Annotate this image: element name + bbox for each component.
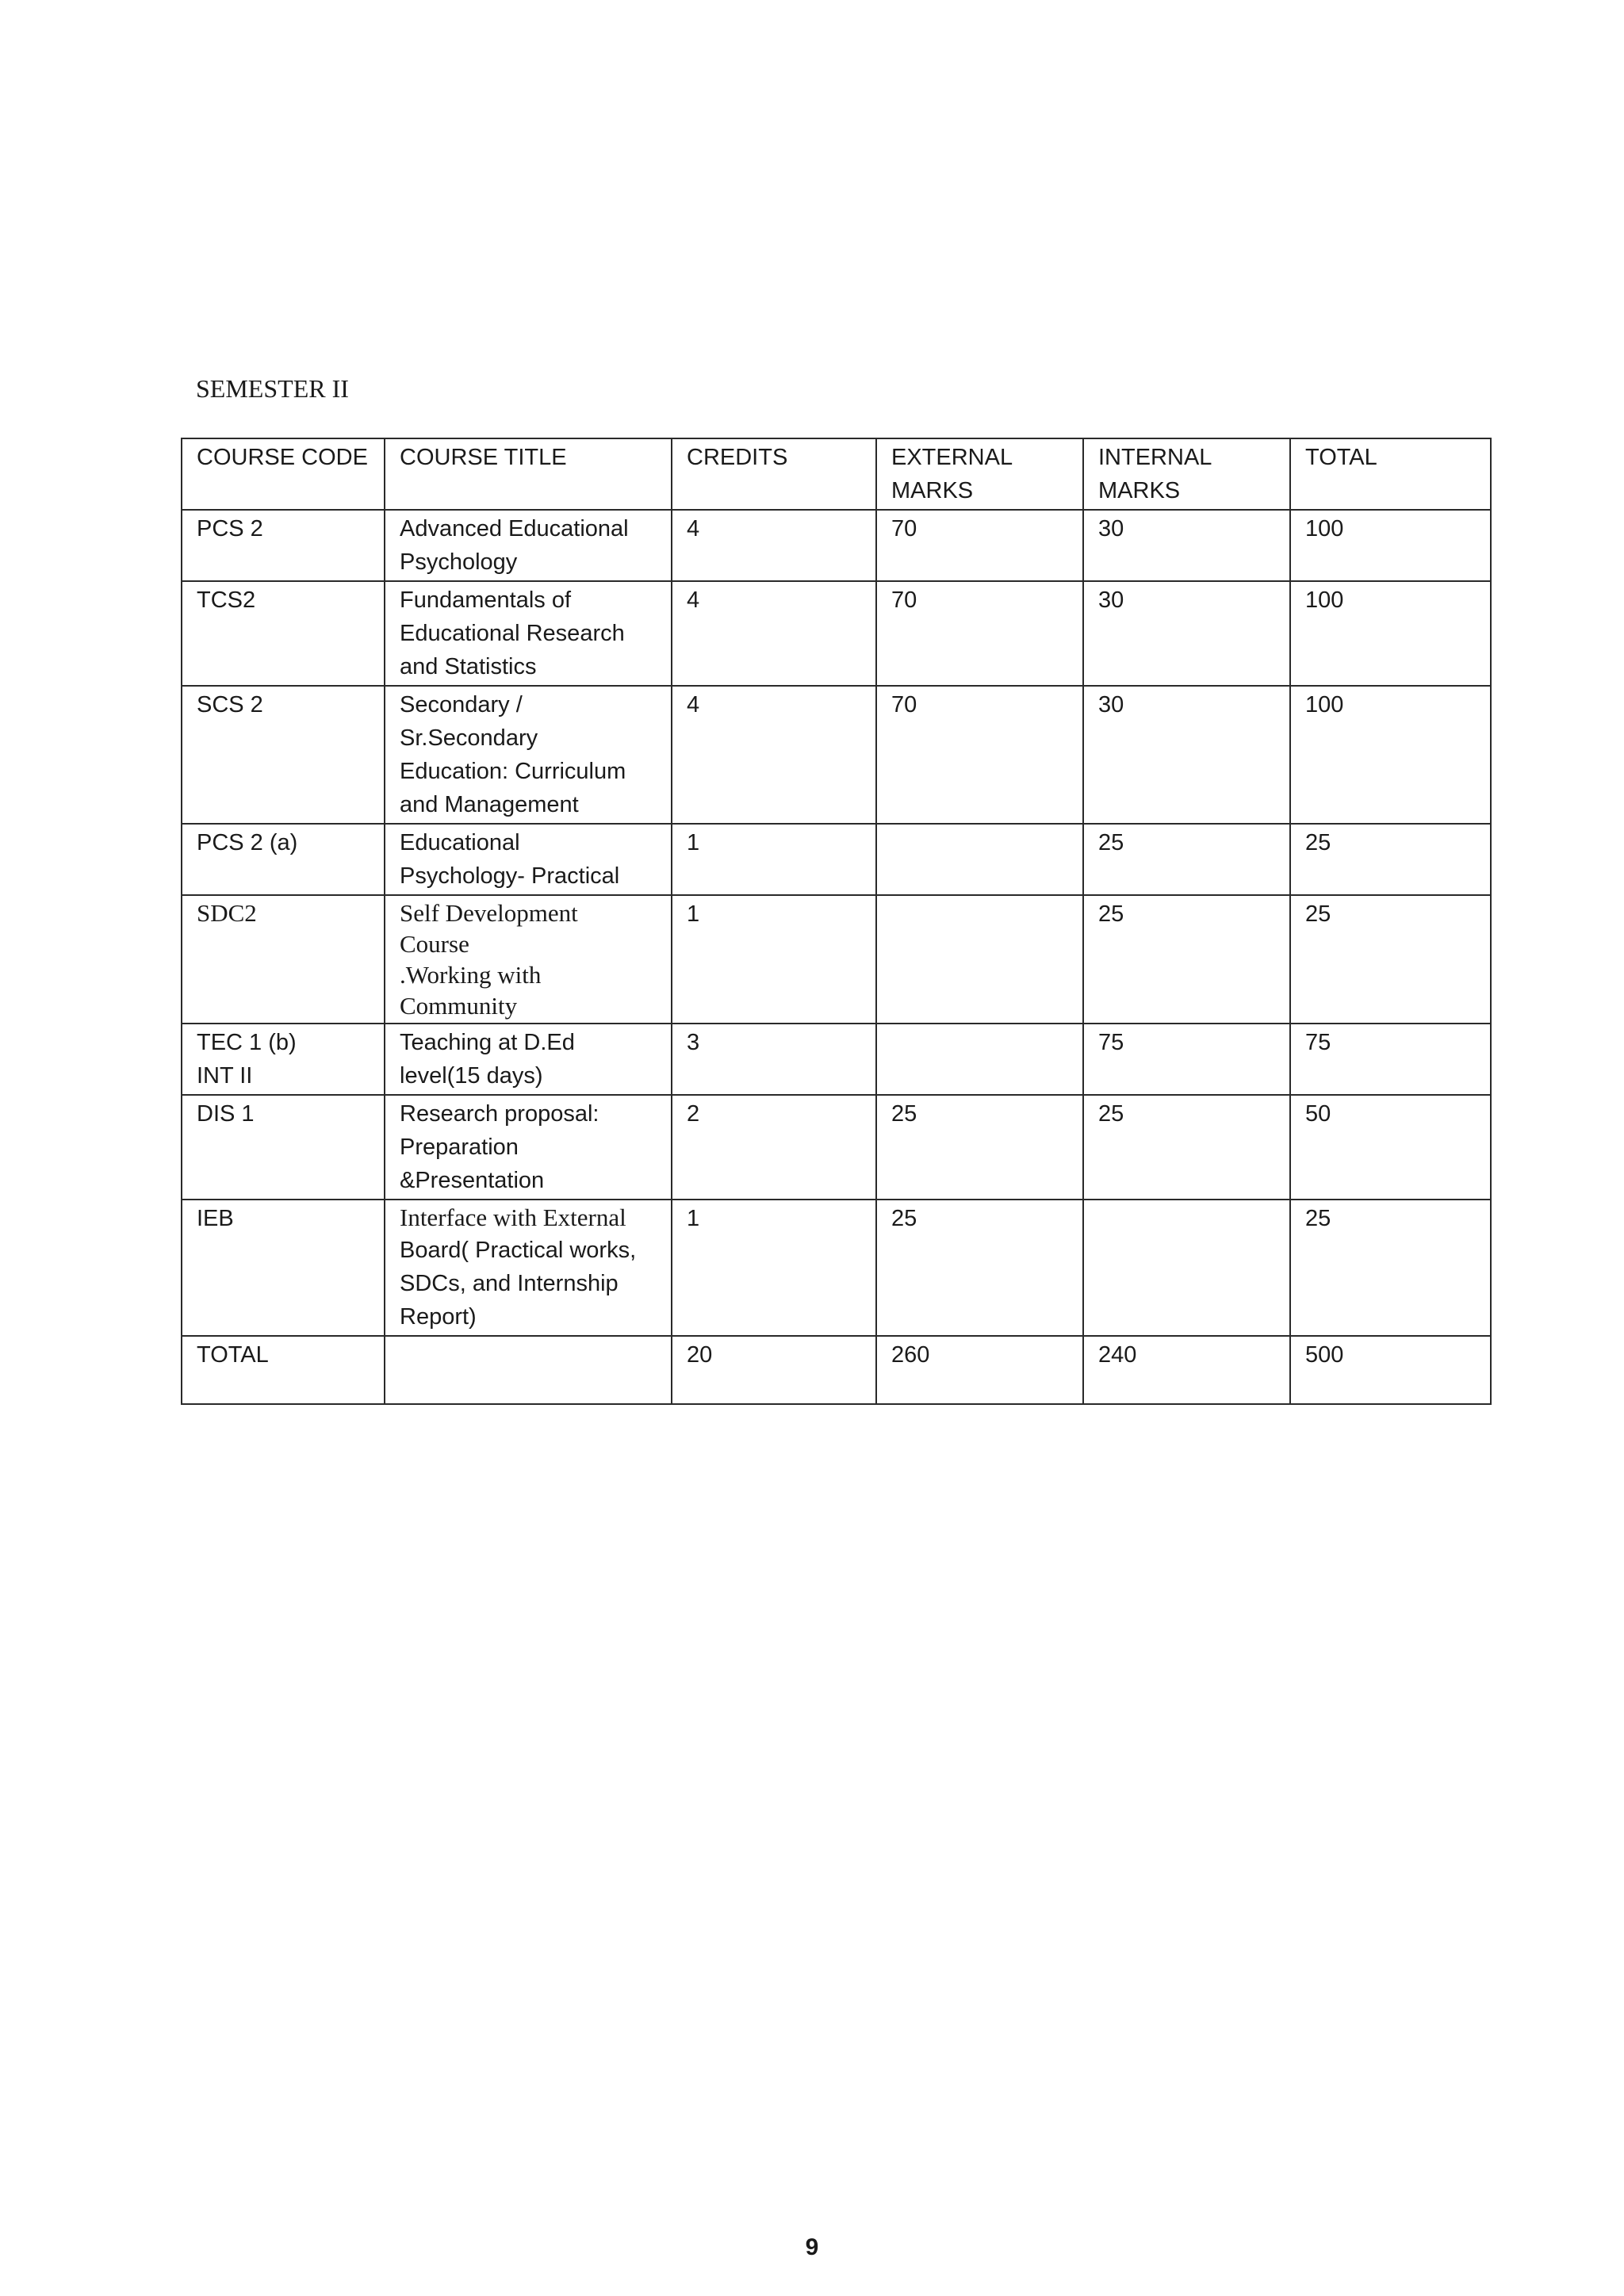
cell-course-title: Advanced Educational Psychology: [385, 510, 672, 581]
cell-internal-marks: 25: [1083, 824, 1290, 895]
cell-course-title: Educational Psychology- Practical: [385, 824, 672, 895]
cell-credits: 20: [672, 1336, 876, 1404]
cell-course-title-rest: Board( Practical works, SDCs, and Internship Report): [400, 1238, 637, 1330]
cell-total: 25: [1290, 895, 1491, 1024]
header-total: TOTAL: [1290, 438, 1491, 510]
cell-external-marks: 70: [876, 686, 1083, 824]
cell-total: 75: [1290, 1024, 1491, 1095]
cell-credits: 1: [672, 1200, 876, 1336]
header-internal-marks: INTERNAL MARKS: [1083, 438, 1290, 510]
cell-credits: 3: [672, 1024, 876, 1095]
cell-course-title: Teaching at D.Ed level(15 days): [385, 1024, 672, 1095]
cell-credits: 1: [672, 824, 876, 895]
cell-internal-marks: 75: [1083, 1024, 1290, 1095]
cell-course-code: TEC 1 (b) INT II: [182, 1024, 385, 1095]
cell-course-title: Research proposal: Preparation &Presentation: [385, 1095, 672, 1200]
table-row: [182, 824, 1491, 895]
cell-external-marks: 260: [876, 1336, 1083, 1404]
cell-internal-marks: 25: [1083, 1095, 1290, 1200]
cell-credits: 4: [672, 510, 876, 581]
table-row: [182, 1024, 1491, 1095]
cell-internal-marks: 30: [1083, 510, 1290, 581]
header-course-code: COURSE CODE: [182, 438, 385, 510]
table-row: [182, 895, 1491, 1024]
cell-credits: 1: [672, 895, 876, 1024]
cell-total: 100: [1290, 686, 1491, 824]
cell-internal-marks: 30: [1083, 686, 1290, 824]
cell-course-code: TOTAL: [182, 1336, 385, 1404]
table-row-total: [182, 1336, 1491, 1404]
cell-internal-marks: 240: [1083, 1336, 1290, 1404]
cell-course-title: Fundamentals of Educational Research and Statistics: [385, 581, 672, 686]
cell-course-code: DIS 1: [182, 1095, 385, 1200]
cell-course-code: TCS2: [182, 581, 385, 686]
table-row: [182, 510, 1491, 581]
cell-credits: 2: [672, 1095, 876, 1200]
cell-course-title: [385, 1336, 672, 1404]
table-row: [182, 1200, 1491, 1336]
cell-internal-marks: 30: [1083, 581, 1290, 686]
cell-course-code: PCS 2 (a): [182, 824, 385, 895]
cell-external-marks: [876, 824, 1083, 895]
table-row: [182, 581, 1491, 686]
cell-course-title: Self Development Course .Working with Community: [385, 895, 672, 1024]
cell-external-marks: 25: [876, 1200, 1083, 1336]
cell-course-code: IEB: [182, 1200, 385, 1336]
cell-course-code: PCS 2: [182, 510, 385, 581]
cell-course-title-serif-line: Interface with External: [400, 1203, 626, 1231]
cell-total: 50: [1290, 1095, 1491, 1200]
table-header-row: [182, 438, 1491, 510]
table-row: [182, 686, 1491, 824]
course-table: [181, 438, 1492, 1405]
cell-external-marks: [876, 895, 1083, 1024]
cell-course-title: Secondary / Sr.Secondary Education: Curriculum and Management: [385, 686, 672, 824]
cell-course-title: [385, 1200, 672, 1336]
header-external-marks: EXTERNAL MARKS: [876, 438, 1083, 510]
cell-credits: 4: [672, 581, 876, 686]
page-number: 9: [805, 2234, 819, 2260]
cell-total: 500: [1290, 1336, 1491, 1404]
header-credits: CREDITS: [672, 438, 876, 510]
cell-total: 25: [1290, 824, 1491, 895]
cell-credits: 4: [672, 686, 876, 824]
cell-total: 100: [1290, 581, 1491, 686]
cell-total: 25: [1290, 1200, 1491, 1336]
table-row: [182, 1095, 1491, 1200]
cell-total: 100: [1290, 510, 1491, 581]
cell-internal-marks: [1083, 1200, 1290, 1336]
header-course-title: COURSE TITLE: [385, 438, 672, 510]
cell-course-code: SDC2: [182, 895, 385, 1024]
cell-course-code: SCS 2: [182, 686, 385, 824]
cell-external-marks: [876, 1024, 1083, 1095]
cell-external-marks: 70: [876, 510, 1083, 581]
cell-internal-marks: 25: [1083, 895, 1290, 1024]
cell-external-marks: 25: [876, 1095, 1083, 1200]
cell-external-marks: 70: [876, 581, 1083, 686]
semester-heading: SEMESTER II: [196, 374, 349, 403]
